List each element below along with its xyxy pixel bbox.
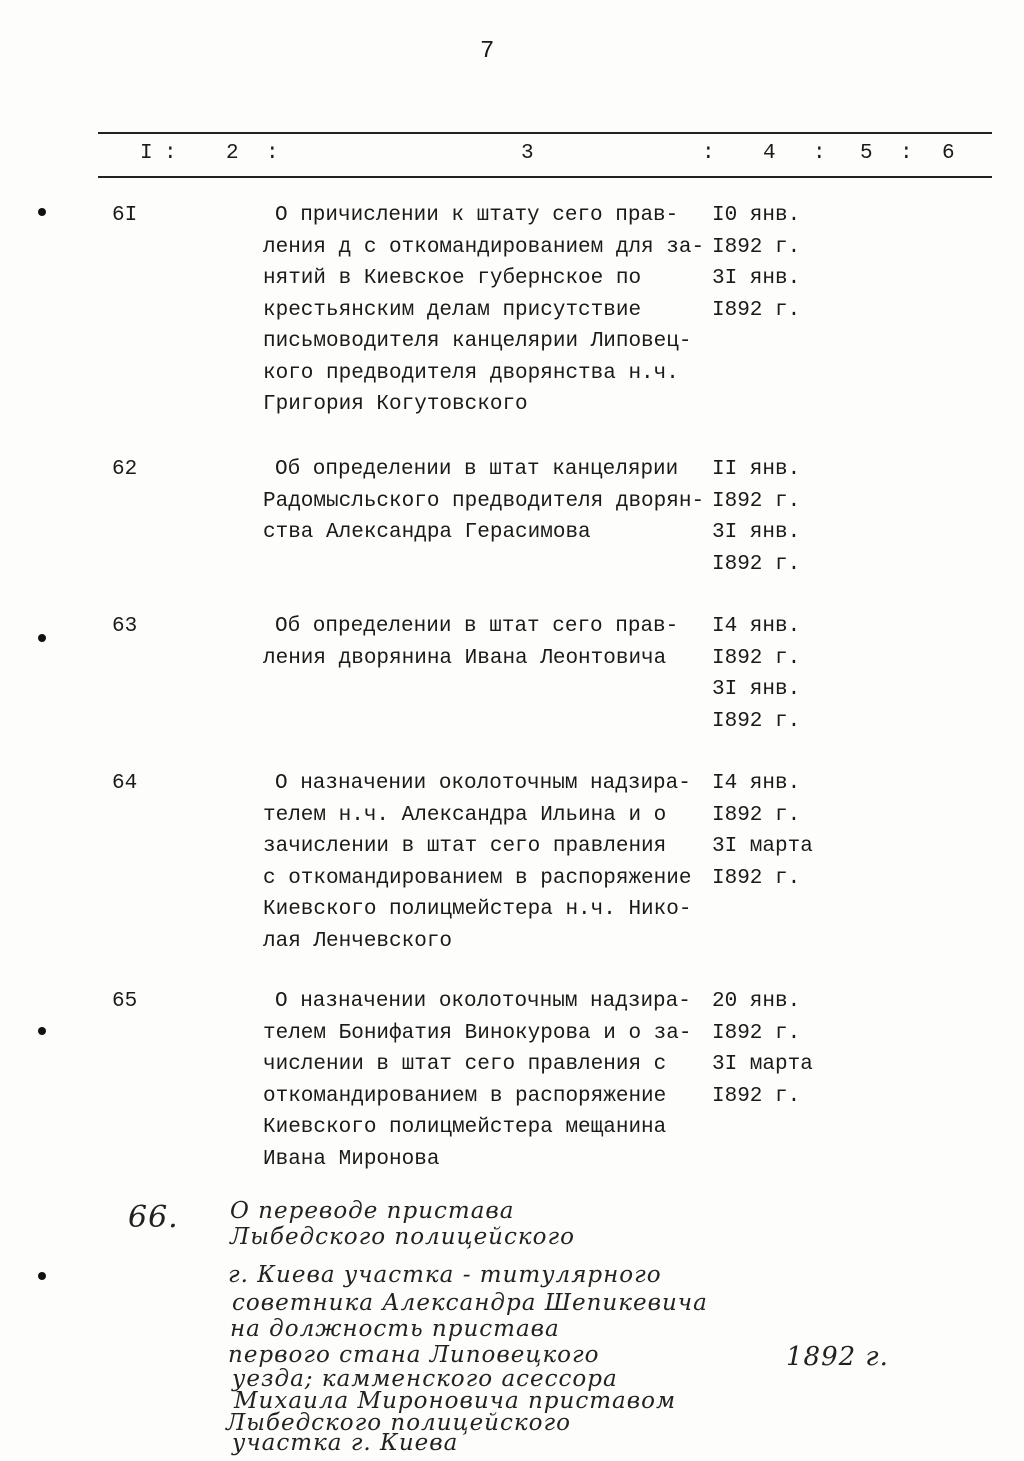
entry-date: I892 г. bbox=[712, 235, 801, 259]
handwritten-line: г. Киева участка - титулярного bbox=[228, 1262, 662, 1288]
handwritten-line: первого стана Липовецкого bbox=[228, 1342, 600, 1368]
header-top-rule bbox=[98, 132, 992, 134]
handwritten-date: 1892 г. bbox=[786, 1342, 889, 1372]
entry-text-line: ления дворянина Ивана Леонтовича bbox=[263, 646, 667, 670]
handwritten-line: участка г. Киева bbox=[232, 1430, 459, 1456]
handwritten-line: Лыбедского полицейского bbox=[226, 1410, 571, 1436]
entry-text-line: крестьянским делам присутствие bbox=[263, 298, 642, 322]
entry-date: 3I марта bbox=[712, 835, 813, 858]
col-6: 6 bbox=[942, 142, 955, 165]
handwritten-line: уезда; камменского асессора bbox=[232, 1366, 618, 1392]
entry-text-line: телем Бонифатия Винокурова и о за- bbox=[263, 1021, 692, 1045]
entry-date: 3I янв. bbox=[712, 267, 801, 290]
entry-date: I892 г. bbox=[712, 1084, 801, 1108]
entry-number: 62 bbox=[112, 458, 138, 481]
entry-text-line: телем н.ч. Александра Ильина и о bbox=[263, 803, 667, 827]
entry-text-line: О назначении околоточным надзира- bbox=[275, 772, 691, 795]
entry-text-line: Радомысльского предводителя дворян- bbox=[263, 489, 705, 513]
entry-number: 65 bbox=[112, 990, 138, 1013]
col-sep: : bbox=[702, 142, 715, 165]
entry-text-line: нятий в Киевское губернское по bbox=[263, 267, 642, 290]
col-sep: : bbox=[900, 142, 913, 165]
entry-date: 20 янв. bbox=[712, 990, 801, 1013]
entry-text-line: О назначении околоточным надзира- bbox=[275, 990, 691, 1013]
entry-date: I4 янв. bbox=[712, 615, 801, 638]
entry-text-line: ления д с откомандированием для за- bbox=[263, 235, 705, 259]
entry-number: 63 bbox=[112, 615, 138, 638]
margin-mark bbox=[38, 1272, 46, 1280]
entry-date: 3I янв. bbox=[712, 678, 801, 701]
margin-mark bbox=[38, 1027, 46, 1035]
entry-date: II янв. bbox=[712, 458, 801, 481]
header-bottom-rule bbox=[98, 176, 992, 178]
handwritten-number: 66. bbox=[128, 1200, 179, 1235]
handwritten-line: Лыбедского полицейского bbox=[230, 1224, 575, 1250]
col-4: 4 bbox=[763, 142, 776, 165]
entry-date: I892 г. bbox=[712, 489, 801, 513]
entry-text-line: с откомандированием в распоряжение bbox=[263, 866, 692, 890]
col-2: 2 bbox=[226, 142, 239, 165]
entry-text-line: ства Александра Герасимова bbox=[263, 521, 591, 544]
entry-date: I892 г. bbox=[712, 709, 801, 733]
entry-date: I4 янв. bbox=[712, 772, 801, 795]
col-sep: : bbox=[266, 142, 279, 165]
handwritten-line: Михаила Мироновича приставом bbox=[234, 1388, 677, 1414]
page-number: 7 bbox=[480, 38, 495, 65]
entry-number: 6I bbox=[112, 204, 138, 227]
entry-date: 3I марта bbox=[712, 1053, 813, 1076]
entry-date: I892 г. bbox=[712, 646, 801, 670]
handwritten-line: О переводе пристава bbox=[230, 1198, 515, 1224]
entry-text-line: письмоводителя канцелярии Липовец- bbox=[263, 330, 692, 353]
entry-date: I892 г. bbox=[712, 552, 801, 576]
entry-text-line: Ивана Миронова bbox=[263, 1147, 440, 1171]
handwritten-line: советника Александра Шепикевича bbox=[232, 1290, 708, 1316]
entry-text-line: Григория Когутовского bbox=[263, 393, 528, 416]
entry-text-line: Киевского полицмейстера н.ч. Нико- bbox=[263, 898, 692, 921]
margin-mark bbox=[38, 634, 46, 642]
entry-text-line: откомандированием в распоряжение bbox=[263, 1084, 667, 1108]
entry-date: I892 г. bbox=[712, 866, 801, 890]
entry-text-line: О причислении к штату сего прав- bbox=[275, 204, 679, 227]
entry-text-line: Об определении в штат сего прав- bbox=[275, 615, 679, 638]
entry-text-line: кого предводителя дворянства н.ч. bbox=[263, 361, 679, 385]
entry-date: I0 янв. bbox=[712, 204, 801, 227]
entry-text-line: числении в штат сего правления с bbox=[263, 1053, 667, 1076]
col-1: I bbox=[140, 142, 153, 165]
entry-text-line: лая Ленчевского bbox=[263, 929, 453, 953]
entry-date: I892 г. bbox=[712, 803, 801, 827]
handwritten-line: на должность пристава bbox=[230, 1316, 560, 1342]
entry-text-line: Об определении в штат канцелярии bbox=[275, 458, 679, 481]
entry-text-line: зачислении в штат сего правления bbox=[263, 835, 667, 858]
entry-number: 64 bbox=[112, 772, 138, 795]
entry-date: I892 г. bbox=[712, 1021, 801, 1045]
col-sep: : bbox=[164, 142, 177, 165]
col-sep: : bbox=[813, 142, 826, 165]
entry-text-line: Киевского полицмейстера мещанина bbox=[263, 1116, 667, 1139]
entry-date: 3I янв. bbox=[712, 521, 801, 544]
entry-date: I892 г. bbox=[712, 298, 801, 322]
col-5: 5 bbox=[860, 142, 873, 165]
col-3: 3 bbox=[521, 142, 534, 165]
margin-mark bbox=[38, 208, 46, 216]
